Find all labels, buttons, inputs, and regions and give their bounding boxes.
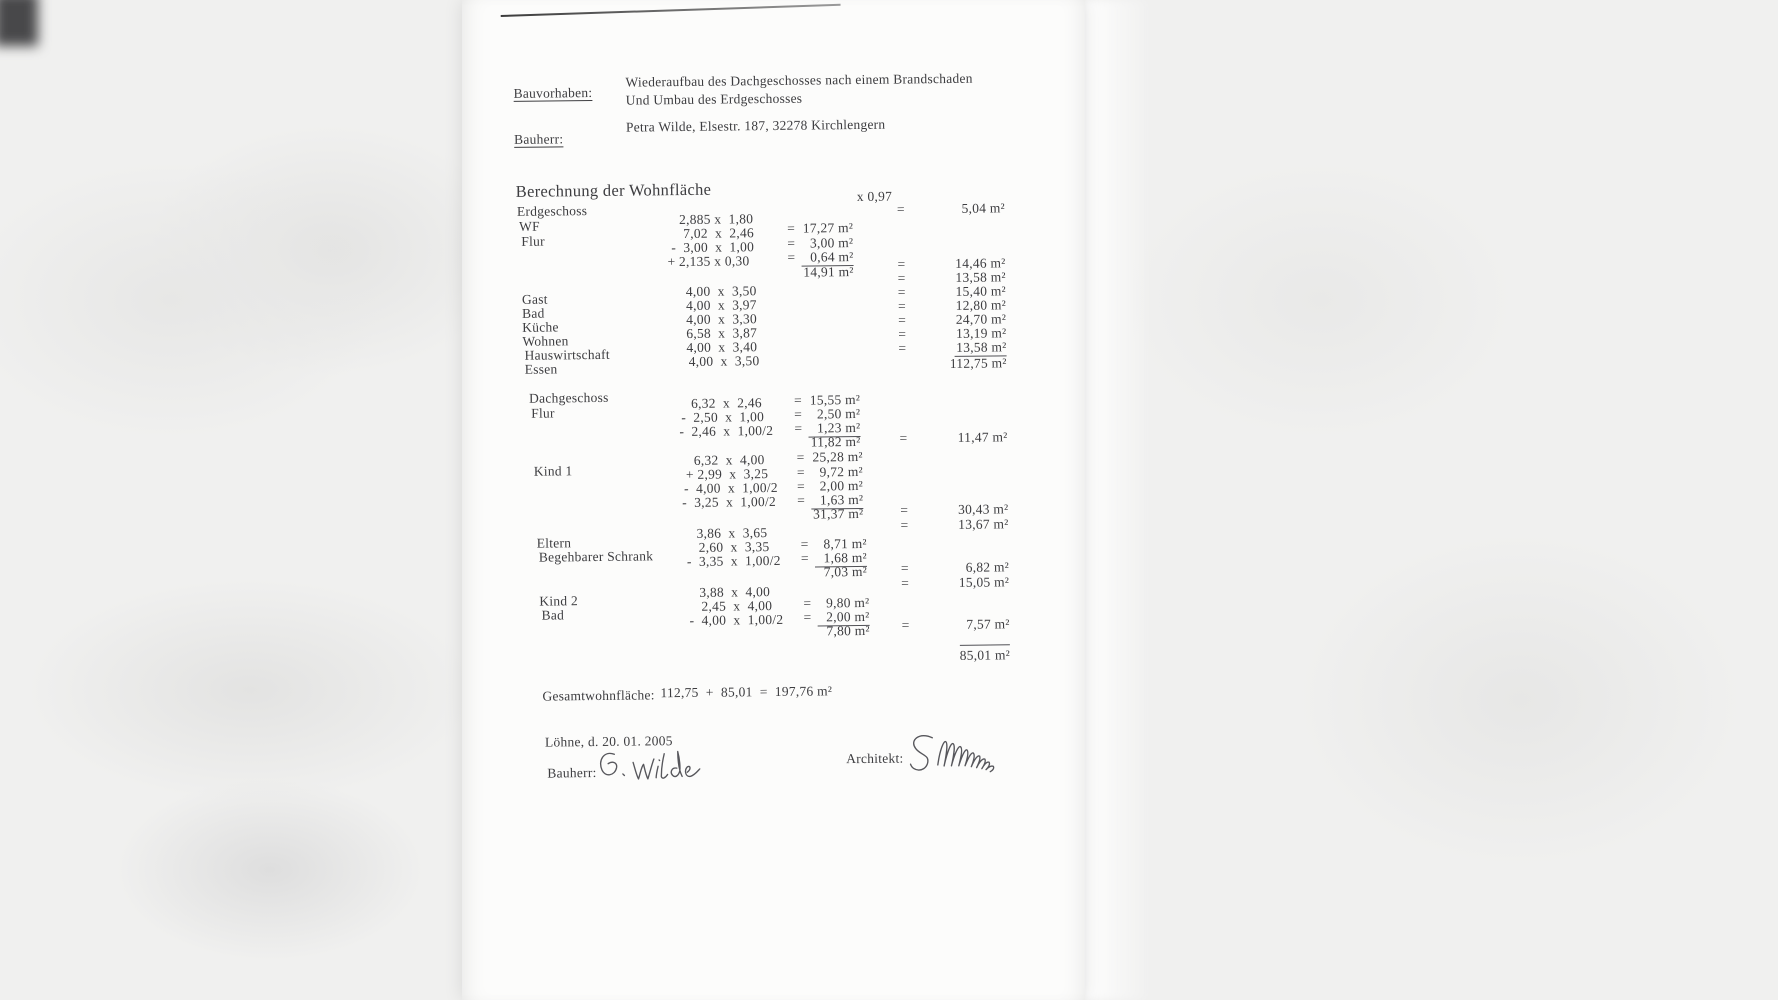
room-label: Kind 1 xyxy=(533,463,573,479)
bauvorhaben-line2: Und Umbau des Erdgeschosses xyxy=(625,90,803,108)
room-label: Eltern xyxy=(536,535,572,551)
place-date: Löhne, d. 20. 01. 2005 xyxy=(544,733,673,750)
result-value: 15,55 m² xyxy=(809,391,861,408)
background-dark-corner xyxy=(0,0,38,46)
result-value: 8,71 m² xyxy=(823,535,867,552)
bauherr-value: Petra Wilde, Elsestr. 187, 32278 Kirchlengern xyxy=(625,116,886,135)
dimension-row: 7,02 x 2,46 xyxy=(683,225,755,241)
subtotal-value: 7,80 m² xyxy=(826,622,870,639)
dimension-row: 3,86 x 3,65 xyxy=(696,525,768,541)
result-value: 17,27 m² xyxy=(802,220,854,236)
result-value: 1,63 m² xyxy=(811,493,863,509)
dimension-row: - 4,00 x 1,00/2 xyxy=(684,479,778,496)
eg-total-value: 112,75 m² xyxy=(949,355,1007,371)
equals-sign: = xyxy=(796,449,805,465)
dimension-row: 4,00 x 3,30 xyxy=(686,311,758,327)
equals-sign: = xyxy=(787,235,796,251)
subtotal-value: 7,03 m² xyxy=(823,563,868,580)
equals-sign: = xyxy=(898,326,907,342)
eg-room-label: WF xyxy=(519,218,540,234)
gesamt-formula: 112,75 + 85,01 = 197,76 m² xyxy=(660,683,833,701)
room-label: Hauswirtschaft xyxy=(524,346,610,363)
dimension-row: 4,00 x 3,50 xyxy=(685,283,757,299)
equals-sign: = xyxy=(803,609,812,625)
bauherr-label: Bauherr: xyxy=(514,131,564,147)
room-label: Bad xyxy=(522,305,545,321)
equals-sign: = xyxy=(901,617,910,633)
result-value: 13,67 m² xyxy=(958,516,1009,532)
dimension-row: - 3,00 x 1,00 xyxy=(671,239,755,256)
result-value: 7,57 m² xyxy=(966,616,1010,632)
result-value: 2,00 m² xyxy=(817,610,869,626)
gesamt-label: Gesamtwohnfläche: xyxy=(542,687,655,704)
final-result xyxy=(899,430,1007,446)
dimension-row: - 3,35 x 1,00/2 xyxy=(686,552,781,569)
room-label: Begehbarer Schrank xyxy=(538,548,654,565)
room-label: Flur xyxy=(531,405,555,421)
dimension-row: + 2,135 x 0,30 xyxy=(667,253,750,270)
result-value: 5,04 m² xyxy=(961,200,1006,216)
equals-sign: = xyxy=(794,420,803,436)
result-value: 2,50 m² xyxy=(816,405,861,422)
eg-room-label: Flur xyxy=(521,233,545,249)
result-value: 11,47 m² xyxy=(957,429,1008,445)
equals-sign: = xyxy=(797,492,806,508)
subtotal-value: 31,37 m² xyxy=(812,505,864,522)
result-value: 1,23 m² xyxy=(808,421,860,437)
bauvorhaben-label: Bauvorhaben: xyxy=(513,85,593,101)
equals-sign: = xyxy=(900,517,909,533)
equals-sign: = xyxy=(900,502,909,518)
dimension-row: 4,00 x 3,40 xyxy=(686,339,758,355)
result-value: 13,58 m² xyxy=(956,339,1007,355)
result-value: 25,28 m² xyxy=(812,448,863,465)
result-value: 15,40 m² xyxy=(955,283,1006,299)
dg-heading: Dachgeschoss xyxy=(528,389,609,406)
document-page xyxy=(462,0,1085,1000)
dimension-row: 6,32 x 4,00 xyxy=(693,452,765,468)
room-label: Küche xyxy=(522,319,559,335)
calc-title: Berechnung der Wohnfläche xyxy=(515,179,712,201)
equals-sign: = xyxy=(796,478,806,494)
factor-label: x 0,97 xyxy=(856,188,893,205)
equals-sign: = xyxy=(897,284,906,300)
dimension-row: 2,885 x 1,80 xyxy=(678,211,754,228)
equals-sign: = xyxy=(796,464,805,480)
equals-sign: = xyxy=(794,392,803,408)
equals-sign: = xyxy=(897,298,906,314)
equals-sign: = xyxy=(803,595,812,611)
result-value: 30,43 m² xyxy=(957,501,1009,517)
bauherr-signature xyxy=(593,741,730,795)
equals-sign: = xyxy=(898,340,907,356)
dimension-row: 2,60 x 3,35 xyxy=(698,539,770,555)
eg-heading: Erdgeschoss xyxy=(516,203,588,219)
equals-sign: = xyxy=(899,430,908,446)
result-value: 13,19 m² xyxy=(955,325,1007,341)
room-label: Gast xyxy=(521,291,548,307)
final-result xyxy=(900,517,1008,533)
equals-sign: = xyxy=(896,201,905,217)
dimension-row: 4,00 x 3,50 xyxy=(688,353,760,369)
equals-sign: = xyxy=(897,270,906,286)
result-value: 6,82 m² xyxy=(965,559,1010,575)
final-result xyxy=(902,617,1010,633)
room-label: Kind 2 xyxy=(539,593,579,609)
equals-sign: = xyxy=(787,220,796,236)
equals-sign: = xyxy=(901,575,910,591)
result-value: 12,80 m² xyxy=(955,297,1007,313)
equals-sign: = xyxy=(898,312,907,328)
equals-sign: = xyxy=(794,406,803,422)
subtotal-value: 14,91 m² xyxy=(803,264,854,280)
bauherr-signature-label: Bauherr: xyxy=(547,765,597,781)
equals-sign: = xyxy=(897,256,906,272)
room-label: Essen xyxy=(524,361,558,377)
dg-total-number: 85,01 m² xyxy=(960,644,1011,663)
room-label: Bad xyxy=(541,607,565,623)
result-value: 0,64 m² xyxy=(801,250,853,266)
result-value: 15,05 m² xyxy=(958,574,1010,590)
result-value: 3,00 m² xyxy=(809,235,854,251)
document-content xyxy=(457,0,1091,1000)
final-result xyxy=(897,201,1005,217)
final-result xyxy=(901,575,1009,591)
dimension-row: - 2,50 x 1,00 xyxy=(681,409,765,426)
equals-sign: = xyxy=(900,560,909,576)
dimension-row: 6,58 x 3,87 xyxy=(686,325,758,341)
dimension-row: 2,45 x 4,00 xyxy=(701,598,773,614)
bauvorhaben-line1: Wiederaufbau des Dachgeschosses nach einem Brandschaden xyxy=(625,70,973,90)
dimension-row: + 2,99 x 3,25 xyxy=(685,466,769,482)
result-value: 9,80 m² xyxy=(826,594,870,611)
equals-sign: = xyxy=(800,550,809,566)
dimension-row: - 2,46 x 1,00/2 xyxy=(679,422,774,440)
paper-edge-line xyxy=(501,4,841,17)
dimension-row: 3,88 x 4,00 xyxy=(699,584,771,600)
architekt-signature xyxy=(903,728,1014,787)
equals-sign: = xyxy=(800,536,809,552)
dimension-row: 6,32 x 2,46 xyxy=(691,395,762,411)
result-value: 24,70 m² xyxy=(955,311,1007,327)
page-edge-glow xyxy=(1083,0,1153,1000)
result-value: 2,00 m² xyxy=(819,477,864,494)
dimension-row: - 3,25 x 1,00/2 xyxy=(682,493,777,511)
result-value: 1,68 m² xyxy=(815,551,867,567)
dimension-row: - 4,00 x 1,00/2 xyxy=(689,611,784,628)
room-label: Wohnen xyxy=(522,333,569,349)
subtotal-value: 11,82 m² xyxy=(810,433,861,450)
dimension-row: 4,00 x 3,97 xyxy=(685,297,757,313)
architekt-signature-label: Architekt: xyxy=(846,750,904,767)
dg-total-value xyxy=(902,644,1010,664)
equals-sign: = xyxy=(787,249,796,265)
result-value: 9,72 m² xyxy=(819,463,863,480)
result-value: 13,58 m² xyxy=(955,269,1006,285)
result-value: 14,46 m² xyxy=(955,255,1006,271)
